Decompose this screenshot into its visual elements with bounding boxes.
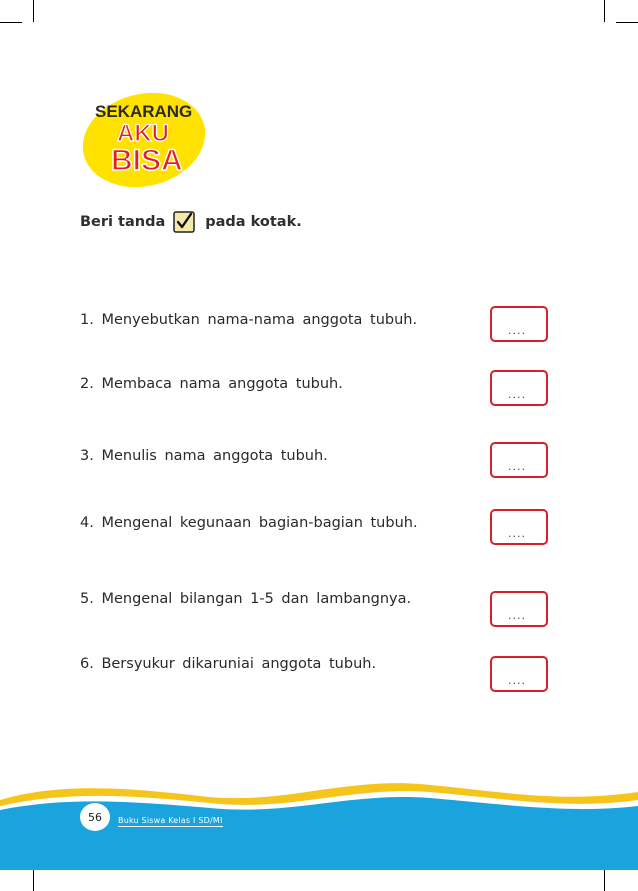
checklist-item xyxy=(80,656,555,694)
checklist-item-text: 3. Menulis nama anggota tubuh. xyxy=(80,448,328,464)
checklist-item xyxy=(80,509,555,547)
crop-mark xyxy=(604,869,605,891)
checklist-item-text: 2. Membaca nama anggota tubuh. xyxy=(80,376,343,392)
page-number: 56 xyxy=(80,803,110,831)
book-caption: Buku Siswa Kelas I SD/MI xyxy=(118,816,223,825)
crop-mark xyxy=(33,0,34,22)
instruction-text-after: pada kotak. xyxy=(205,214,302,230)
logo-line1: SEKARANG xyxy=(95,102,193,121)
answer-box[interactable] xyxy=(490,591,548,627)
answer-box[interactable] xyxy=(490,306,548,342)
checklist-item xyxy=(80,306,555,344)
answer-placeholder: .... xyxy=(508,460,526,473)
checklist-item-text: 6. Bersyukur dikaruniai anggota tubuh. xyxy=(80,656,377,672)
logo-line3: BISA xyxy=(111,144,183,177)
answer-box[interactable] xyxy=(490,442,548,478)
instruction xyxy=(80,211,302,233)
answer-box[interactable] xyxy=(490,656,548,692)
checklist-item xyxy=(80,370,555,408)
sekarang-aku-bisa-logo xyxy=(78,84,216,188)
logo-line2: AKU xyxy=(117,120,169,147)
checklist-item-text: 5. Mengenal bilangan 1-5 dan lambangnya. xyxy=(80,591,412,607)
answer-box[interactable] xyxy=(490,370,548,406)
crop-mark xyxy=(33,869,34,891)
checkmark-box-icon xyxy=(173,211,195,233)
crop-mark xyxy=(0,22,22,23)
answer-placeholder: .... xyxy=(508,388,526,401)
checklist-item-text: 4. Mengenal kegunaan bagian-bagian tubuh. xyxy=(80,515,418,531)
answer-placeholder: .... xyxy=(508,674,526,687)
answer-box[interactable] xyxy=(490,509,548,545)
checklist-item xyxy=(80,442,555,480)
answer-placeholder: .... xyxy=(508,609,526,622)
checklist-item xyxy=(80,591,555,629)
answer-placeholder: .... xyxy=(508,527,526,540)
crop-mark xyxy=(604,0,605,22)
checklist-item-text: 1. Menyebutkan nama-nama anggota tubuh. xyxy=(80,312,418,328)
instruction-text-before: Beri tanda xyxy=(80,214,166,230)
crop-mark xyxy=(616,22,638,23)
answer-placeholder: .... xyxy=(508,324,526,337)
